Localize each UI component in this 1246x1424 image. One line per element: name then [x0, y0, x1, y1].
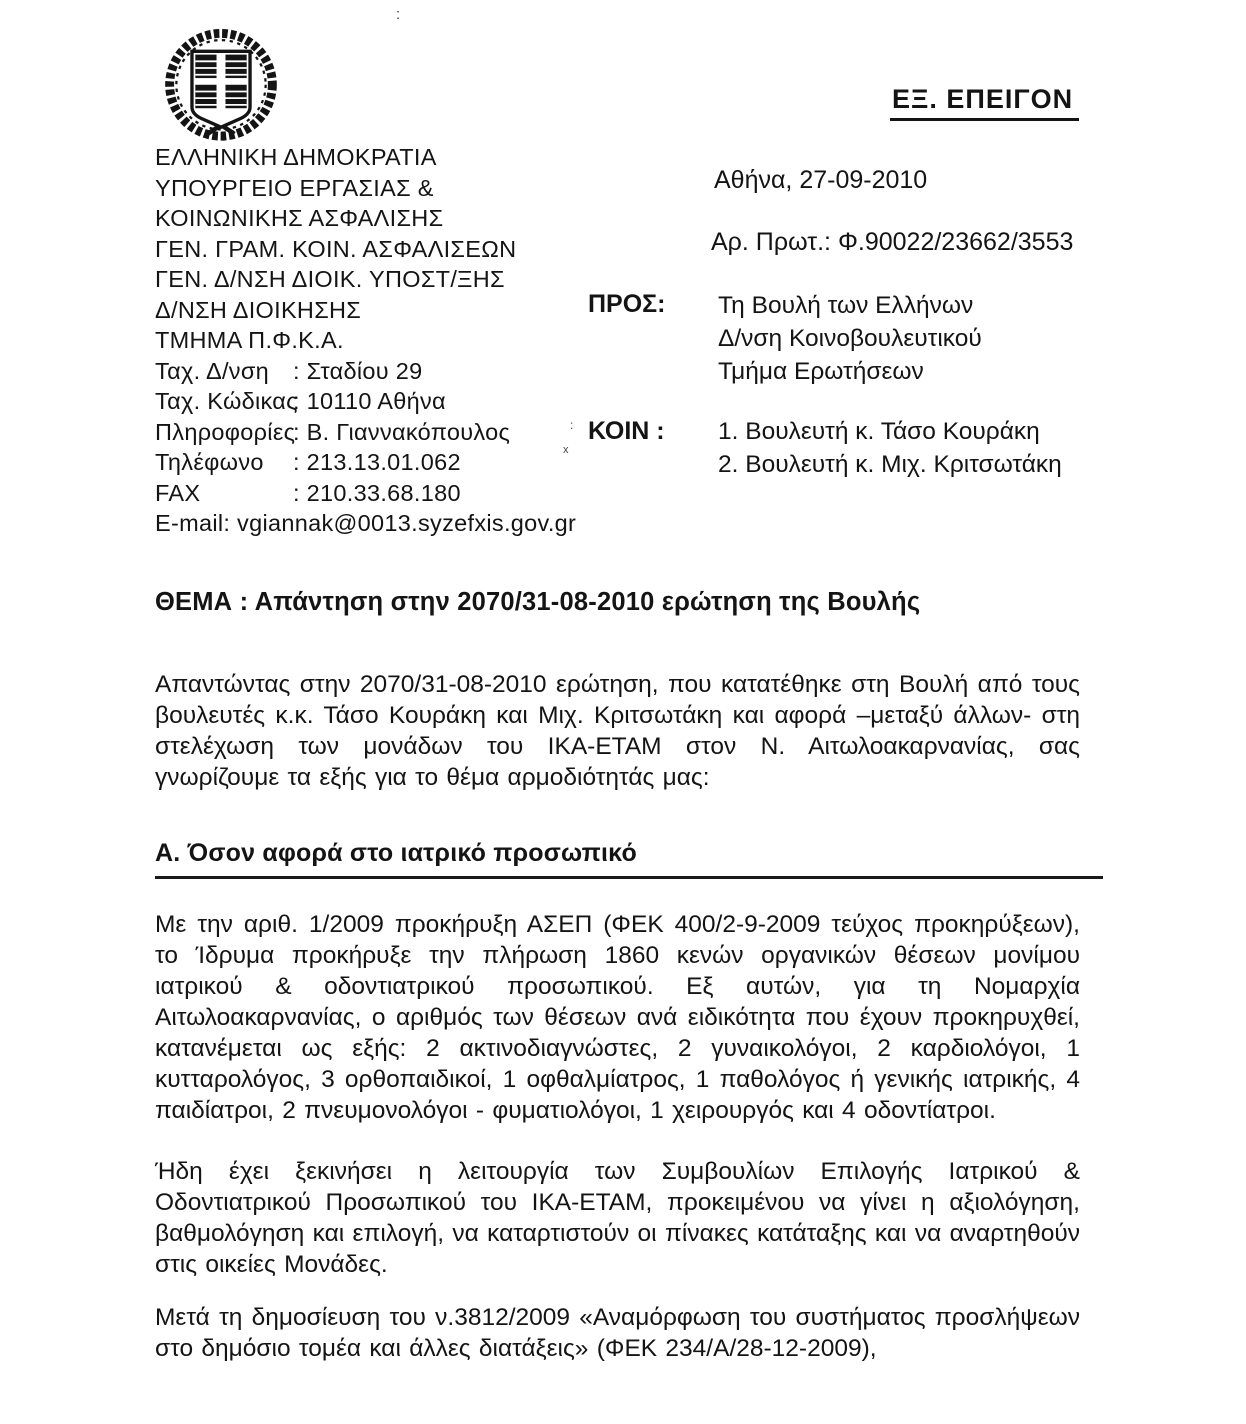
cc-line: 1. Βουλευτή κ. Τάσο Κουράκη: [718, 418, 1040, 445]
contact-row: [155, 356, 625, 387]
sender-org-line: ΓΕΝ. Δ/ΝΣΗ ΔΙΟΙΚ. ΥΠΟΣΤ/ΞΗΣ: [155, 266, 505, 292]
to-label: ΠΡΟΣ:: [588, 290, 666, 318]
scan-artifact: :: [570, 418, 574, 432]
sender-org-line: ΤΜΗΜΑ Π.Φ.Κ.Α.: [155, 327, 344, 353]
protocol-number: Αρ. Πρωτ.: Φ.90022/23662/3553: [711, 228, 1074, 256]
contact-row: [155, 386, 625, 417]
subject-line: ΘΕΜΑ : Απάντηση στην 2070/31-08-2010 ερώτηση της Βουλής: [155, 588, 921, 616]
sender-org-line: ΕΛΛΗΝΙΚΗ ΔΗΜΟΚΡΑΤΙΑ: [155, 144, 437, 170]
contact-label: Ταχ. Κώδικας: [155, 388, 298, 414]
contact-value: : Σταδίου 29: [293, 357, 423, 384]
contact-value: : 213.13.01.062: [293, 449, 461, 475]
greek-coat-of-arms-icon: [148, 20, 294, 154]
letter-date: Αθήνα, 27-09-2010: [714, 166, 928, 194]
paragraph: Ήδη έχει ξεκινήσει η λειτουργία των Συμβουλίων Επιλογής Ιατρικού & Οδοντιατρικού Προσωπικού του ΙΚΑ-ΕΤΑΜ, προκειμένου να γίνει η αξιολόγηση, βαθμολόγηση και επιλογή, να καταρτιστούν οι πίνακες κατάταξης και να αναρτηθούν στις οικείες Μονάδες.: [155, 1158, 1080, 1278]
to-line: Τη Βουλή των Ελλήνων: [718, 292, 974, 319]
sender-org-line: ΓΕΝ. ΓΡΑΜ. ΚΟΙΝ. ΑΣΦΑΛΙΣΕΩΝ: [155, 235, 517, 262]
cc-recipient-block: [718, 415, 1062, 481]
paragraph: Απαντώντας στην 2070/31-08-2010 ερώτηση, που κατατέθηκε στη Βουλή από τους βουλευτές κ.κ. Τάσο Κουράκη και Μιχ. Κριτσωτάκη και αφορά –μεταξύ άλλων- στη στελέχωση των μονάδων του ΙΚΑ-ΕΤΑΜ στον Ν. Αιτωλοακαρνανίας, σας γνωρίζουμε τα εξής για το θέμα αρμοδιότητάς μας:: [155, 671, 1080, 791]
contact-label: Τηλέφωνο: [155, 449, 264, 475]
contact-label: Ταχ. Δ/νση: [155, 357, 270, 384]
cc-line: 2. Βουλευτή κ. Μιχ. Κριτσωτάκη: [718, 451, 1062, 478]
cc-label: ΚΟΙΝ :: [588, 417, 665, 445]
paragraph: Μετά τη δημοσίευση του ν.3812/2009 «Αναμόρφωση του συστήματος προσλήψεων στο δημόσιο τομέα και άλλες διατάξεις» (ΦΕΚ 234/Α/28-12-2009),: [155, 1304, 1080, 1362]
contact-label: Πληροφορίες: [155, 418, 296, 445]
contact-row: [155, 447, 625, 478]
contact-label: FAX: [155, 479, 201, 506]
to-recipient-block: [718, 289, 982, 388]
scan-artifact: :: [396, 6, 401, 23]
sender-email: E-mail: vgiannak@0013.syzefxis.gov.gr: [155, 510, 577, 536]
scan-artifact: x: [563, 444, 569, 456]
sender-org-line: ΚΟΙΝΩΝΙΚΗΣ ΑΣΦΑΛΙΣΗΣ: [155, 205, 444, 231]
paragraph: Με την αριθ. 1/2009 προκήρυξη ΑΣΕΠ (ΦΕΚ 400/2-9-2009 τεύχος προκηρύξεων), το Ίδρυμα προκήρυξε την πλήρωση 1860 κενών οργανικών θέσεων μονίμου ιατρικού & οδοντιατρικού προσωπικού. Εξ αυτών, για τη Νομαρχία Αιτωλοακαρνανίας, ο αριθμός των θέσεων ανά ειδικότητα που έχουν προκηρυχθεί, κατανέμεται ως εξής: 2 ακτινοδιαγνώστες, 2 γυναικολόγοι, 2 καρδιολόγοι, 1 κυτταρολόγος, 3 ορθοπαιδικοί, 1 οφθαλμίατρος, 1 παθολόγος ή γενικής ιατρικής, 4 παιδίατροι, 2 πνευμονολόγοι - φυματιολόγοι, 1 χειρουργός και 4 οδοντίατροι.: [155, 911, 1080, 1124]
contact-row: [155, 417, 625, 448]
sender-org-line: ΥΠΟΥΡΓΕΙΟ ΕΡΓΑΣΙΑΣ &: [155, 174, 434, 201]
letter-body: [155, 588, 1080, 1364]
contact-value: : 210.33.68.180: [293, 479, 461, 506]
sender-block: [155, 142, 625, 539]
to-line: Δ/νση Κοινοβουλευτικού: [718, 325, 982, 352]
contact-value: : 10110 Αθήνα: [293, 388, 446, 414]
contact-row: [155, 478, 625, 509]
contact-value: : Β. Γιαννακόπουλος: [293, 418, 511, 445]
sender-org-line: Δ/ΝΣΗ ΔΙΟΙΚΗΣΗΣ: [155, 296, 362, 323]
to-line: Τμήμα Ερωτήσεων: [718, 358, 924, 385]
section-a-heading: Α. Όσον αφορά στο ιατρικό προσωπικό: [155, 839, 1103, 879]
urgency-label: ΕΞ. ΕΠΕΙΓΟΝ: [890, 84, 1079, 121]
